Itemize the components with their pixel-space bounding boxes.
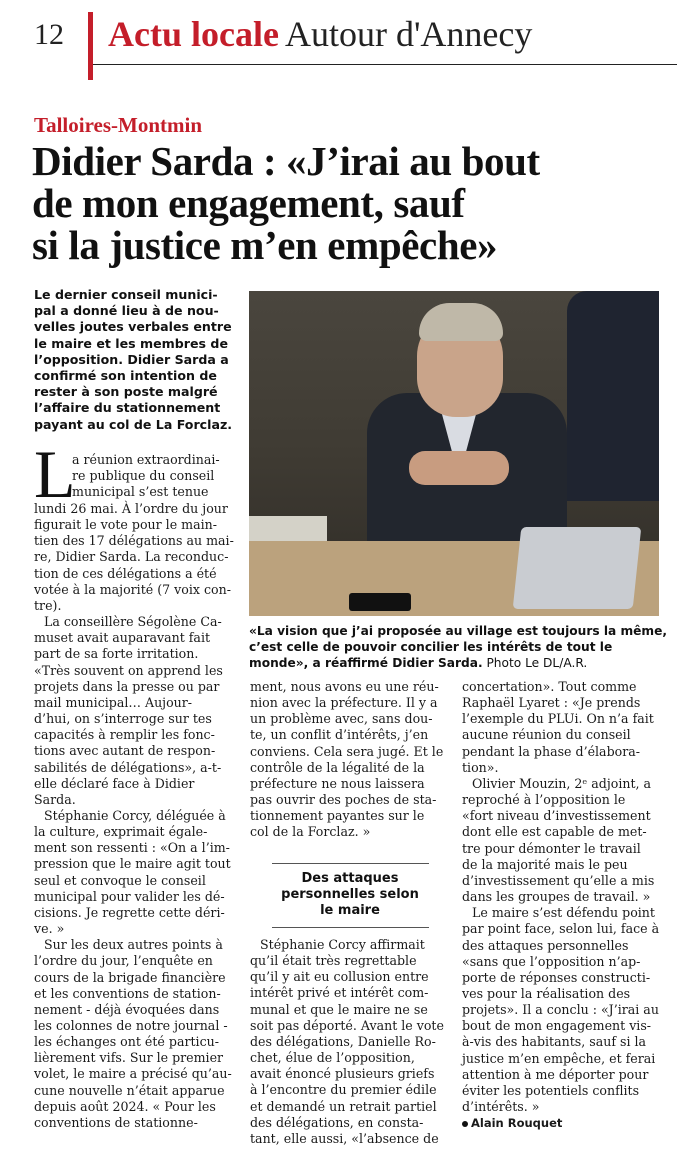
section-name: Actu locale (108, 14, 279, 54)
body-line: Sarda. (34, 791, 76, 807)
body-line: Stéphanie Corcy affirmait (260, 937, 425, 952)
intertitle-line: le maire (320, 903, 380, 918)
body-line: des délégations, Danielle Ro- (250, 1033, 436, 1049)
body-line: éviter les potentiels conflits (462, 1082, 640, 1098)
intertitle-line: Des attaques (301, 871, 399, 886)
body-line: intérêt privé et intérêt com- (250, 985, 429, 1001)
lead-line: rester à son poste malgré (34, 384, 218, 400)
body-line: projets dans la presse ou par (34, 678, 220, 694)
body-line: te, un conflit d’intérêts, j’en (250, 727, 429, 743)
page-number: 12 (34, 18, 64, 51)
body-line: un problème avec, sans dou- (250, 711, 433, 727)
intertitle-rule-top (272, 863, 429, 864)
body-line: «sans que l’opposition n’ap- (462, 953, 641, 969)
body-line: seul et convoque le conseil (34, 872, 206, 888)
body-line: cune nouvelle n’était apparue (34, 1082, 225, 1098)
body-line: tant, elle aussi, «l’absence de (250, 1130, 439, 1146)
body-line: «Très souvent on apprend les (34, 662, 223, 678)
body-line: Stéphanie Corcy, déléguée à (44, 807, 226, 823)
article-headline (32, 140, 672, 266)
body-line: pression que le maire agit tout (34, 856, 231, 872)
body-line: nion avec la préfecture. Il y a (250, 695, 438, 711)
body-line: la culture, exprimait égale- (34, 824, 208, 840)
body-line: qu’il y ait eu collusion entre (250, 969, 429, 985)
body-line: tions avec autant de respon- (34, 743, 216, 759)
body-column-2-bottom (250, 937, 446, 1147)
lead-line: le maire et les membres de (34, 335, 228, 351)
body-line: Raphaël Lyaret : «Je prends (462, 695, 641, 711)
body-line: tionnement payantes sur le (250, 808, 425, 824)
body-line: ment son ressenti : «On a l’im- (34, 840, 230, 856)
body-line: à l’encontre du premier édile (250, 1082, 437, 1098)
body-line: re, Didier Sarda. La reconduc- (34, 549, 229, 565)
body-line: capacités à remplir les fonc- (34, 727, 215, 743)
intertitle (264, 871, 436, 919)
body-line: muset avait auparavant fait (34, 630, 211, 646)
body-line: depuis août 2024. « Pour les (34, 1098, 216, 1114)
body-line: lundi 26 mai. À l’ordre du jour (34, 501, 228, 516)
body-line: votée à la majorité (7 voix con- (34, 581, 231, 597)
article-photo (249, 291, 659, 616)
headline-line: de mon engagement, sauf (32, 180, 465, 226)
body-line: préfecture ne nous laissera (250, 775, 425, 791)
header-accent-bar (88, 12, 93, 80)
body-line: col de la Forclaz. » (250, 824, 371, 840)
body-line: projets». Il a conclu : «J’irai au (462, 1002, 659, 1018)
caption-line: monde», a réaffirmé Didier Sarda. (249, 655, 483, 670)
body-line: tion de ces délégations a été (34, 565, 217, 581)
body-line: concertation». Tout comme (462, 679, 637, 694)
body-line: pendant la phase d’élabora- (462, 743, 640, 759)
photo-man-hair (419, 303, 503, 341)
body-line: pas ouvrir des poches de sta- (250, 792, 437, 808)
body-line: d’intérêts. » (462, 1099, 540, 1115)
body-line: tre). (34, 597, 62, 613)
body-line: volet, le maire a précisé qu’au- (34, 1066, 232, 1082)
photo-laptop (513, 527, 642, 609)
body-line: tien des 17 délégations au mai- (34, 533, 234, 549)
lead-line: payant au col de La Forclaz. (34, 416, 233, 432)
lead-line: l’affaire du stationnement (34, 400, 221, 416)
caption-line: «La vision que j’ai proposée au village est toujours la même, (249, 624, 668, 638)
page-header (0, 0, 677, 80)
lead-line: velles joutes verbales entre (34, 319, 232, 335)
body-line: ment, nous avons eu une réu- (250, 679, 439, 694)
body-line: conviens. Cela sera jugé. Et le (250, 743, 444, 759)
body-line: par point face, selon lui, face à (462, 921, 660, 937)
body-column-1 (34, 501, 234, 1131)
article-signature (462, 1115, 662, 1131)
drop-cap: L (34, 436, 76, 512)
body-line: re publique du conseil (72, 468, 215, 484)
body-line: les échanges ont été particu- (34, 1034, 219, 1050)
body-line: justice m’en empêche, et ferai (462, 1050, 656, 1066)
body-line: les colonnes de notre journal - (34, 1018, 228, 1033)
intertitle-line: personnelles selon (281, 887, 419, 902)
intertitle-rule-bottom (272, 927, 429, 928)
body-line: avait énoncé plusieurs griefs (250, 1066, 435, 1082)
body-line: Sur les deux autres points à (44, 937, 223, 953)
body-line: tion». (462, 759, 499, 775)
body-line: Le maire s’est défendu point (472, 905, 655, 921)
body-line: des délégations, en consta- (250, 1114, 424, 1130)
body-line: contrôle de la légalité de la (250, 759, 425, 775)
body-line: nement - déjà évoquées dans (34, 1001, 220, 1017)
body-line: soit pas déporté. Avant le vote (250, 1017, 444, 1033)
headline-line: Didier Sarda : «J’irai au bout (32, 138, 540, 184)
body-line: des attaques personnelles (462, 937, 629, 953)
lead-line: pal a donné lieu à de nou- (34, 303, 219, 319)
body-line: municipal pour valider les dé- (34, 888, 225, 904)
article-kicker: Talloires-Montmin (34, 113, 203, 137)
headline-line: si la justice m’en empêche» (32, 222, 498, 268)
body-line: part de sa forte irritation. (34, 646, 199, 662)
body-line: a réunion extraordinai- (72, 452, 220, 467)
lead-line: l’opposition. Didier Sarda a (34, 351, 229, 367)
body-line: figurait le vote pour le main- (34, 517, 217, 533)
body-line: de la majorité mais le peu (462, 856, 628, 872)
photo-phone (349, 593, 411, 611)
body-line: et demandé un retrait partiel (250, 1098, 437, 1114)
body-line: «fort niveau d’investissement (462, 808, 651, 824)
photo-person-right (567, 291, 659, 501)
body-line: Olivier Mouzin, 2ᵉ adjoint, a (472, 775, 652, 791)
body-line: dans les groupes de travail. » (462, 889, 651, 905)
header-rule (93, 64, 677, 65)
body-line: tre pour démonter le travail (462, 840, 641, 856)
body-line: dont elle est capable de met- (462, 824, 647, 840)
body-line: bout de mon engagement vis- (462, 1018, 652, 1034)
body-line: l’exemple du PLUi. On n’a fait (462, 711, 654, 727)
lead-line: Le dernier conseil munici- (34, 287, 218, 302)
body-line: qu’il était très regrettable (250, 953, 417, 969)
article-lead (34, 287, 234, 433)
body-line: ves pour la réalisation des (462, 985, 631, 1001)
body-line: sabilités de délégations», a-t- (34, 759, 222, 775)
body-column-3 (462, 679, 662, 1131)
body-line: et les conventions de station- (34, 985, 221, 1001)
body-line: elle déclaré face à Didier (34, 775, 195, 791)
photo-caption (249, 624, 668, 671)
author-name: Alain Rouquet (471, 1116, 563, 1131)
body-line: lièrement vifs. Sur le premier (34, 1050, 224, 1066)
body-line: munal et que le maire ne se (250, 1001, 428, 1017)
body-line: l’ordre du jour, l’enquête en (34, 953, 213, 969)
photo-man-hands (409, 451, 509, 485)
signature-bullet-icon (462, 1121, 468, 1127)
body-column-2-top (250, 679, 446, 841)
section-title (108, 13, 532, 55)
body-line: d’investissement qu’elle a mis (462, 872, 655, 888)
body-line: porte de réponses constructi- (462, 969, 651, 985)
body-line: d’hui, on s’interroge sur tes (34, 711, 212, 727)
lead-line: confirmé son intention de (34, 368, 217, 384)
body-line: cisions. Je regrette cette déri- (34, 904, 225, 920)
body-line: municipal s’est tenue (72, 484, 209, 500)
body-line: conventions de stationne- (34, 1114, 198, 1130)
body-line: mail municipal… Aujour- (34, 694, 193, 710)
body-line: cours de la brigade financière (34, 969, 226, 985)
body-line: attention à me déporter pour (462, 1066, 649, 1082)
body-line: reproché à l’opposition le (462, 792, 626, 808)
body-line: aucune réunion du conseil (462, 727, 631, 743)
body-line: La conseillère Ségolène Ca- (44, 614, 222, 630)
body-line: chet, élue de l’opposition, (250, 1050, 415, 1066)
body-line: ve. » (34, 921, 65, 937)
drop-cap-lines (72, 452, 220, 500)
photo-credit: Photo Le DL/A.R. (486, 655, 588, 670)
caption-line: c’est celle de pouvoir concilier les intérêts de tout le (249, 639, 613, 654)
body-line: à-vis des habitants, sauf si la (462, 1034, 647, 1050)
subsection-name: Autour d'Annecy (284, 14, 533, 54)
